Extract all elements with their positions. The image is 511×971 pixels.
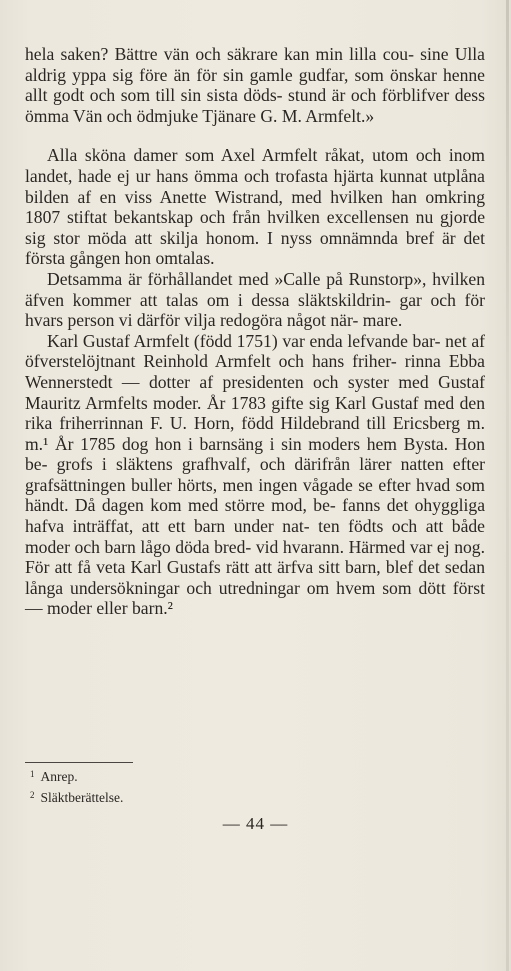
footnote-rule — [25, 762, 133, 763]
footnotes — [30, 765, 123, 807]
footnote-2 — [30, 786, 123, 807]
paragraph-calle-runstorp: Detsamma är förhållandet med »Calle på Runstorp», hvilken äfven kommer att talas om i dessa släktskildrin- gar och för hvars person vi därför vilja redogöra något när- mare. — [25, 268, 485, 331]
footnote-mark: 2 — [30, 790, 35, 800]
footnote-mark: 1 — [30, 769, 35, 779]
paragraph-karl-gustaf: Karl Gustaf Armfelt (född 1751) var enda lefvande bar- net af öfverstelöjtnant Reinhold Armfelt och hans friher- rinna Ebba Wennerstedt — dotter af presidenten och syster med Gustaf Mauritz Armfelts moder. År 1783 gifte sig Karl Gustaf med den rika friherrinnan F. U. Horn, född Hildebrand till Ericsberg m. m.¹ År 1785 dog hon i barnsäng i sin moders hem Bysta. Hon be- grofs i släktens grafhvalf, och därifrån lärer natten efter grafsättningen buller hörts, men ingen vågade se efter hvad som händt. Då dagen kom med större mod, be- fanns det ohyggliga hafva inträffat, att ett barn under nat- ten födts och att både moder och barn lågo döda bred- vid hvarann. Härmed var ej nog. För att få veta Karl Gustafs rätt att ärfva sitt barn, blef det sedan långa undersökningar och utredningar om hvem som dött först — moder eller barn.² — [25, 330, 485, 619]
footnote-text: Släktberättelse. — [40, 790, 124, 805]
body-text — [25, 44, 485, 619]
footnote-text: Anrep. — [40, 769, 78, 784]
paragraph-continuation: hela saken? Bättre vän och säkrare kan min lilla cou- sine Ulla aldrig yppa sig före än för sin gamle gudfar, som önskar henne allt godt och som till sin sista döds- stund är och förblifver dess ömma Vän och ödmjuke Tjänare G. M. Armfelt.» — [25, 44, 485, 126]
paragraph-armfelt-ladies: Alla sköna damer som Axel Armfelt råkat, utom och inom landet, hade ej ur hans ömma och trofasta hjärta kunnat utplåna bilden af en viss Anette Wistrand, med hvilken han omkring 1807 stiftat bekantskap och från hvilken excellensen nu gjorde sig stor möda att skilja honom. I nyss omnämnda bref är det första gången hon omtalas. — [25, 145, 485, 269]
page-number: — 44 — — [222, 814, 289, 833]
footnote-1 — [30, 765, 123, 786]
